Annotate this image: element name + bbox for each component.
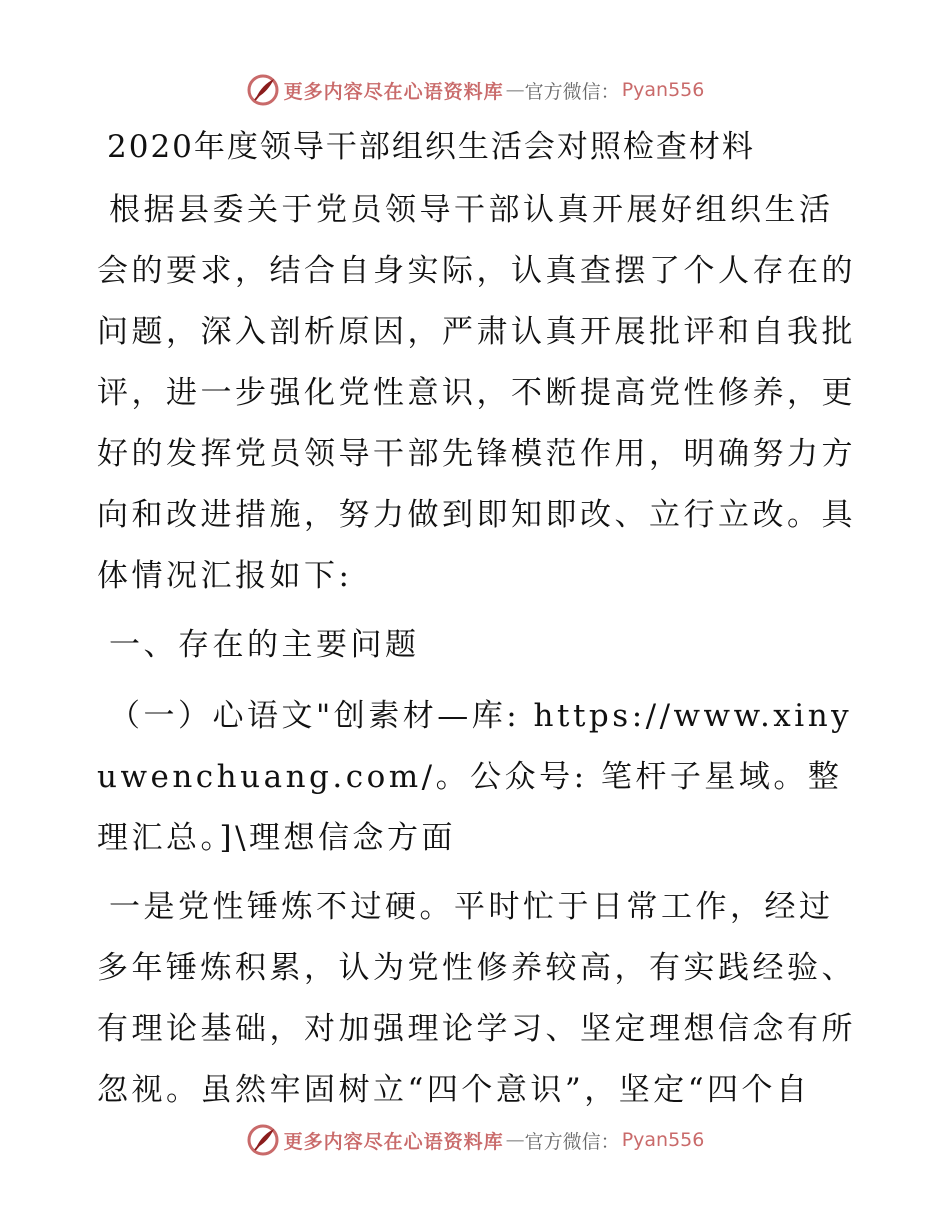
banner-wechat-id: Pyan556: [621, 1129, 705, 1151]
banner-wechat-id: Pyan556: [621, 79, 705, 101]
subsection-heading-ideals: （一）心语文"创素材—库: https://www.xinyuwenchuang.com/。公众号: 笔杆子星域。整理汇总。]\理想信念方面: [97, 698, 853, 856]
banner-slogan: 更多内容尽在心语资料库: [283, 80, 504, 103]
paragraph-intro: 根据县委关于党员领导干部认真开展好组织生活会的要求，结合自身实际，认真查摆了个人存在的问题，深入剖析原因，严肃认真开展批评和自我批评，进一步强化党性意识，不断提高党性修养，更好的发挥党员领导干部先锋模范作用，明确努力方向和改进措施，努力做到即知即改、立行立改。具体情况汇报如下:: [97, 192, 856, 594]
banner-wechat-label: 官方微信：: [524, 80, 620, 103]
feather-pen-logo-icon: [246, 73, 280, 107]
paragraph-party-spirit: 一是党性锤炼不过硬。平时忙于日常工作，经过多年锤炼积累，认为党性修养较高，有实践经验、有理论基础，对加强理论学习、坚定理想信念有所忽视。虽然牢固树立“四个意识”，坚定“四个自: [97, 889, 856, 1108]
section-heading-problems: 一、存在的主要问题: [109, 627, 420, 663]
document-body: [97, 120, 857, 1129]
footer-banner: [0, 1120, 950, 1160]
feather-pen-logo-icon: [246, 1123, 280, 1157]
document-title: 2020年度领导干部组织生活会对照检查材料: [107, 129, 755, 165]
banner-dash: —: [505, 1129, 523, 1151]
header-banner: [0, 70, 950, 110]
banner-wechat-label: 官方微信：: [524, 1130, 620, 1153]
banner-slogan: 更多内容尽在心语资料库: [283, 1130, 504, 1153]
banner-dash: —: [505, 79, 523, 101]
